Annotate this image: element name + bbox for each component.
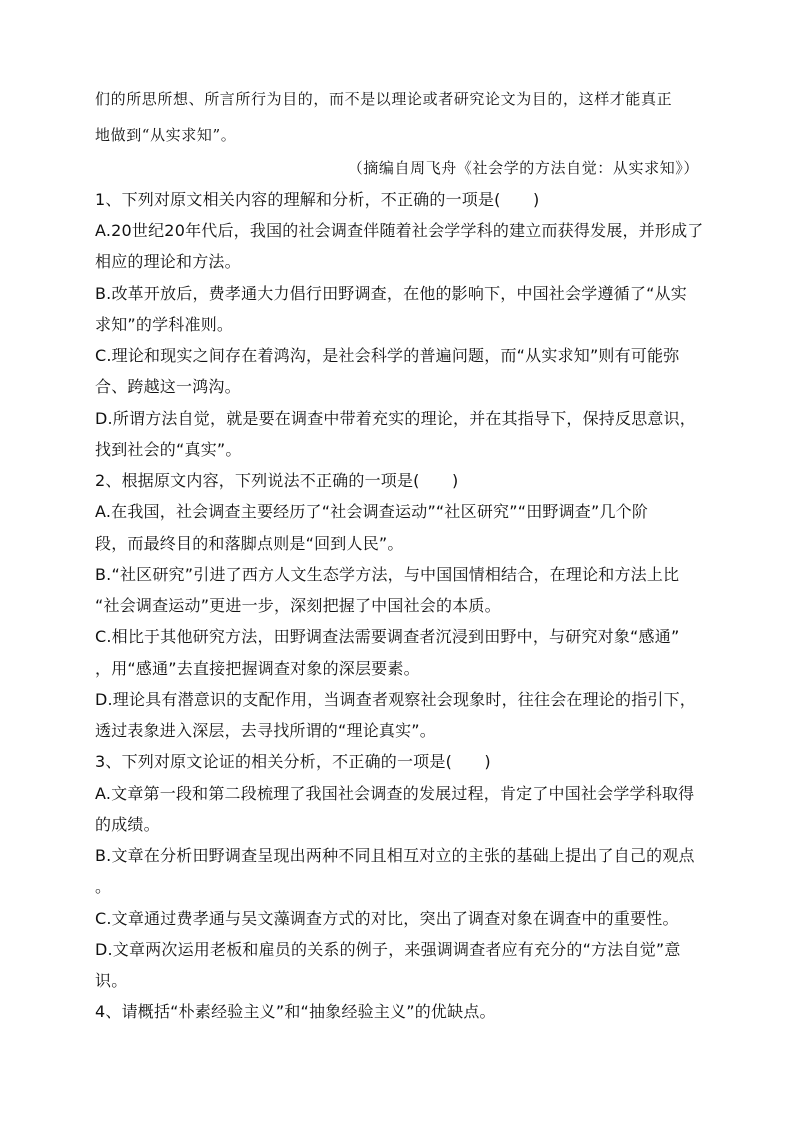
passage-source: （摘编自周飞舟《社会学的方法自觉：从实求知》） <box>347 159 699 177</box>
option-c-line-1: C.相比于其他研究方法，田野调查法需要调查者沉浸到田野中，与研究对象“感通” <box>95 627 680 646</box>
option-d-line-2: 找到社会的“真实”。 <box>95 440 242 459</box>
option-a-line-1: A.在我国，社会调查主要经历了“社会调查运动”“社区研究”“田野调查”几个阶 <box>95 502 649 521</box>
question-stem: 4、请概括“朴素经验主义”和“抽象经验主义”的优缺点。 <box>95 1002 496 1021</box>
option-c-line-1: C.文章通过费孝通与吴文藻调查方式的对比，突出了调查对象在调查中的重要性。 <box>95 909 679 928</box>
option-b-line-2: 。 <box>95 877 112 896</box>
option-c-line-1: C.理论和现实之间存在着鸿沟，是社会科学的普遍问题，而“从实求知”则有可能弥 <box>95 346 680 365</box>
option-b-line-2: 求知”的学科准则。 <box>95 315 234 334</box>
option-d-line-1: D.文章两次运用老板和雇员的关系的例子，来强调调查者应有充分的“方法自觉”意 <box>95 940 681 959</box>
passage-line: 们的所思所想、所言所行为目的，而不是以理论或者研究论文为目的，这样才能真正 <box>95 90 673 108</box>
option-b-line-1: B.改革开放后，费孝通大力倡行田野调查，在他的影响下，中国社会学遵循了“从实 <box>95 284 687 303</box>
option-a-line-2: 段，而最终目的和落脚点则是“回到人民”。 <box>95 534 404 553</box>
option-b-line-1: B.“社区研究”引进了西方人文生态学方法，与中国国情相结合，在理论和方法上比 <box>95 565 680 584</box>
option-a-line-1: A.20世纪20年代后，我国的社会调查伴随着社会学学科的建立而获得发展，并形成了 <box>95 221 704 240</box>
option-d-line-2: 透过表象进入深层，去寻找所谓的“理论真实”。 <box>95 721 436 740</box>
option-d-line-1: D.所谓方法自觉，就是要在调查中带着充实的理论，并在其指导下，保持反思意识， <box>95 409 697 428</box>
option-a-line-1: A.文章第一段和第二段梳理了我国社会调查的发展过程，肯定了中国社会学学科取得 <box>95 784 695 803</box>
option-a-line-2: 的成绩。 <box>95 815 160 834</box>
option-c-line-2: 合、跨越这一鸿沟。 <box>95 377 241 396</box>
option-c-line-2: ，用“感通”去直接把握调查对象的深层要素。 <box>95 659 420 678</box>
option-b-line-1: B.文章在分析田野调查呈现出两种不同且相互对立的主张的基础上提出了自己的观点 <box>95 846 695 865</box>
question-stem: 3、下列对原文论证的相关分析，不正确的一项是( ) <box>95 752 491 771</box>
question-stem: 1、下列对原文相关内容的理解和分析，不正确的一项是( ) <box>95 190 540 209</box>
option-d-line-1: D.理论具有潜意识的支配作用，当调查者观察社会现象时，往往会在理论的指引下， <box>95 690 697 709</box>
option-b-line-2: “社会调查运动”更进一步，深刻把握了中国社会的本质。 <box>95 596 501 615</box>
passage-line: 地做到“从实求知”。 <box>95 126 237 144</box>
option-a-line-2: 相应的理论和方法。 <box>95 252 241 271</box>
option-d-line-2: 识。 <box>95 971 128 990</box>
question-stem: 2、根据原文内容，下列说法不正确的一项是( ) <box>95 471 459 490</box>
